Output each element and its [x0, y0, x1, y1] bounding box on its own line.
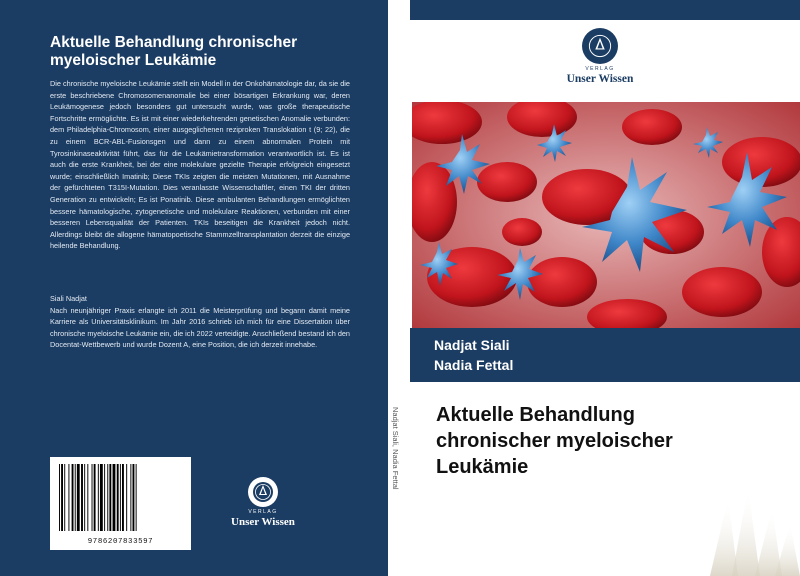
barcode-bar [72, 464, 74, 531]
barcode-bar [117, 464, 119, 531]
back-cover [0, 0, 388, 576]
author-bio [50, 293, 350, 351]
publisher-name: Unser Wissen [231, 516, 295, 528]
barcode-bar [87, 464, 88, 531]
isbn-number: 9786207833597 [87, 538, 154, 546]
publisher-logo-icon [582, 28, 618, 64]
barcode-bar [130, 464, 131, 531]
author-band [410, 328, 800, 382]
book-blurb: Die chronische myeloische Leukämie stellt ein Modell in der Onkohämatologie dar, da sie die erste beschriebene Chromosomenanomalie bei einer bösartigen Erkrankung war, deren Leukämogenese jedoch besonders gut untersucht wurde, was große therapeutische Fortschritte ermöglichte. Es ist mit einer wiederkehrenden genetischen Anomalie verbunden: dem Philadelphia-Chromosom, einer ausgeglichenen reziproken Translokation t (9; 22), die zu einem BCR-ABL-Fusionsgen und dann zu einem abnormalen Protein mit Tyrosinkinaseaktivität führt, das für die Leukämietransformation verantwortlich ist. Es ist auch die erste Krankheit, bei der eine molekulare gezielte Therapie erfolgreich eingesetzt wurde; einschließlich Imatinib; Diese TKIs zeigten die meisten Mutationen, mit Ausnahme der gefürchteten T315I-Mutation. Dies veranlasste Wissenschaftler, einen TKI der dritten Generation zu entwickeln; Es ist Ponatinib. Diese ambulanten Behandlungen ermöglichten bessere hämatologische, zytogenetische und molekulare Reaktionen, verbunden mit einer besseren Lebensqualität der Patienten. TKIs beseitigen die Krankheit jedoch nicht. Allerdings bleibt die allogene hämatopoetische Stammzelltransplantation derzeit die einzige heilende Behandlung. [50, 79, 350, 251]
back-publisher-logo [218, 477, 308, 532]
barcode-bar [94, 464, 96, 531]
barcode-bar [109, 464, 111, 531]
author-1: Nadjat Siali [434, 337, 510, 353]
spine-authors: Nadjat Siali, Nadia Fettal [391, 407, 400, 490]
barcode-bar [100, 464, 103, 531]
decorative-light-rays [410, 488, 800, 576]
publisher-name: Unser Wissen [566, 73, 634, 85]
barcode-bar [59, 464, 60, 531]
front-cover [410, 0, 800, 576]
top-band [410, 0, 800, 20]
barcode-bar [68, 464, 69, 531]
barcode-bar [64, 464, 65, 531]
barcode-bar [136, 464, 137, 531]
front-publisher-logo [555, 28, 645, 85]
barcode-bar [92, 464, 93, 531]
back-cover-title: Aktuelle Behandlung chronischer myeloischer Leukämie [50, 34, 298, 69]
barcode-bar [120, 464, 121, 531]
barcode-bar [75, 464, 76, 531]
bio-author-name: Siali Nadjat [50, 294, 87, 303]
blood-cells-illustration [412, 102, 800, 328]
barcode-bar [77, 464, 80, 531]
author-2: Nadia Fettal [434, 357, 514, 373]
barcode-bar [61, 464, 63, 531]
barcode-bar [81, 464, 83, 531]
publisher-verlag: VERLAG [248, 509, 278, 515]
bio-text: Nach neunjähriger Praxis erlangte ich 2011 die Meisterprüfung und begann damit meine Karriere als Universitätsklinikum. Im Jahr 2016 schrieb ich mich für eine Dissertation über chronische myeloische Leukämie ein, die ich 2022 verteidigte. Anschließend bestand ich den Docentat-Wettbewerb und wurde Dozent A, eine Position, die ich derzeit innehabe. [50, 305, 350, 350]
barcode-bar [84, 464, 85, 531]
barcode-bars [57, 464, 184, 531]
barcode-bar [133, 464, 135, 531]
publisher-logo-icon [248, 477, 278, 507]
barcode-bar [122, 464, 124, 531]
front-cover-title: Aktuelle Behandlung chronischer myeloischer Leukämie [436, 404, 673, 478]
barcode-bar [107, 464, 108, 531]
barcode [50, 457, 191, 550]
publisher-verlag: VERLAG [585, 66, 615, 72]
barcode-bar [98, 464, 99, 531]
barcode-bar [104, 464, 105, 531]
barcode-bar [126, 464, 127, 531]
barcode-bar [113, 464, 116, 531]
